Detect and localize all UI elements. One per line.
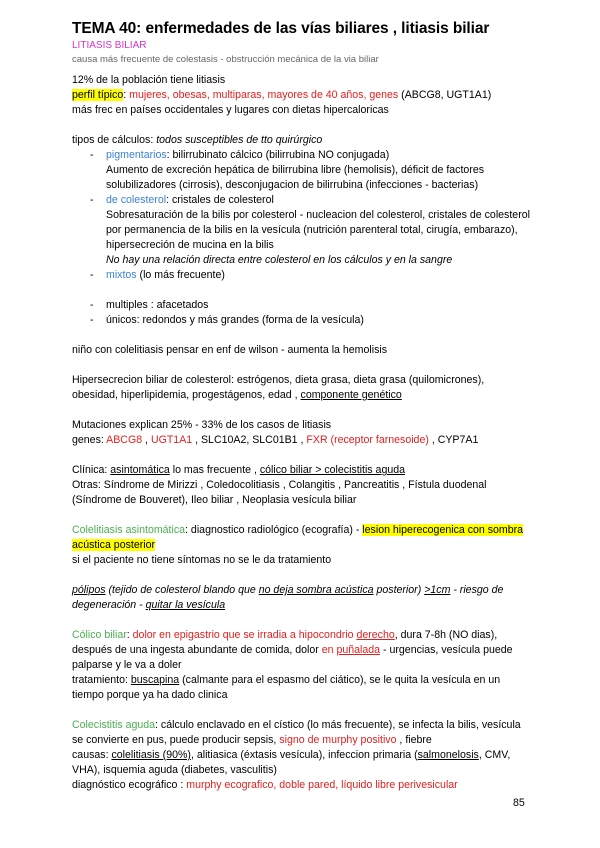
text: diagnóstico ecográfico : bbox=[72, 779, 187, 791]
text: , dura 7-8h (NO dias), después de una ingesta abundante de comida, dolor bbox=[72, 629, 498, 656]
treatment-line bbox=[72, 673, 532, 703]
stone-types-list bbox=[72, 148, 532, 283]
text: : bilirrubinato cálcico (bilirrubina NO conjugada) bbox=[166, 149, 390, 161]
list-item bbox=[72, 193, 532, 268]
clinical-line bbox=[72, 463, 532, 478]
list-item bbox=[72, 268, 532, 283]
others-line: Otras: Síndrome de Mirizzi , Coledocolitiasis , Colangitis , Pancreatitis , Fístula duodenal (Síndrome de Bouveret), Ileo biliar , Neoplasia vesícula biliar bbox=[72, 479, 487, 506]
text: : cálculo enclavado en el cístico (lo más frecuente), se infecta la bilis, vesícula se convierte en pus, puede producir sepsis, bbox=[72, 719, 521, 746]
text: asintomática bbox=[110, 464, 170, 476]
text: Hipersecrecion biliar de colesterol: estrógenos, dieta grasa, dieta grasa (quilomicrones), obesidad, hiperlipidemia, progestágenos, edad , bbox=[72, 374, 485, 401]
mutations-line: Mutaciones explican 25% - 33% de los casos de litiasis bbox=[72, 419, 332, 431]
ultrasound-diagnosis-line bbox=[72, 778, 532, 793]
text: en bbox=[321, 644, 337, 656]
text: de colesterol bbox=[106, 194, 167, 206]
text: no deja sombra acústica bbox=[258, 584, 374, 596]
text: (tejido de colesterol blando que bbox=[105, 584, 259, 596]
text: salmonelosis bbox=[417, 749, 479, 761]
text: tipos de cálculos: bbox=[72, 134, 157, 146]
text: Cólico biliar bbox=[72, 629, 127, 641]
text: componente genético bbox=[300, 389, 402, 401]
list-item: - únicos: redondos y más grandes (forma de la vesícula) bbox=[72, 313, 532, 328]
text: todos susceptibles de tto quirúrgico bbox=[156, 134, 323, 146]
list-item bbox=[72, 148, 532, 193]
text: pólipos bbox=[72, 584, 106, 596]
text: puñalada bbox=[336, 644, 381, 656]
prevalence-line: 12% de la población tiene litiasis bbox=[72, 74, 226, 86]
genes-line bbox=[72, 433, 532, 448]
text: , CYP7A1 bbox=[428, 434, 479, 446]
text: - riesgo de degeneración - bbox=[72, 584, 504, 611]
text: derecho bbox=[356, 629, 395, 641]
text: Sobresaturación de la bilis por colesterol - nucleacion del colesterol, cristales de colesterol por permanencia de la bilis en la vesícula (nutrición parenteral total, cirugía, embarazo), hipersecreción de mucina en la bilis bbox=[106, 209, 530, 251]
polyps-line bbox=[72, 583, 532, 613]
text: : cristales de colesterol bbox=[166, 194, 274, 206]
text: lesion hiperecogenica con sombra acústica posterior bbox=[72, 524, 524, 551]
text: mixtos bbox=[106, 269, 137, 281]
profile-label: perfil típico bbox=[72, 89, 124, 101]
text: - urgencias, vesícula puede palparse y le va a doler bbox=[72, 644, 513, 671]
text: , CMV, VHA), isquemia aguda (diabetes, vasculitis) bbox=[72, 749, 511, 776]
text: : diagnostico radiológico (ecografía) - bbox=[185, 524, 363, 536]
text: : bbox=[123, 89, 130, 101]
text: : bbox=[126, 629, 133, 641]
text: (lo más frecuente) bbox=[136, 269, 225, 281]
section-tagline: causa más frecuente de colestasis - obstrucción mecánica de la via biliar bbox=[72, 54, 379, 65]
wilson-line: niño con colelitiasis pensar en enf de wilson - aumenta la hemolisis bbox=[72, 344, 388, 356]
page-title: TEMA 40: enfermedades de las vías biliares , litiasis biliar bbox=[72, 20, 490, 37]
no-treatment-line: si el paciente no tiene síntomas no se le da tratamiento bbox=[72, 554, 332, 566]
hypersecretion-line bbox=[72, 373, 532, 403]
notes-body bbox=[72, 73, 532, 793]
text: , fiebre bbox=[396, 734, 432, 746]
text: , alitiasica (éxtasis vesícula), infeccion primaria ( bbox=[190, 749, 418, 761]
asymptomatic-line bbox=[72, 523, 532, 553]
frequency-line: más frec en países occidentales y lugares con dietas hipercaloricas bbox=[72, 104, 389, 116]
typical-profile-line bbox=[72, 88, 532, 103]
text: , bbox=[142, 434, 151, 446]
text: dolor en epigastrio que se irradia a hipocondrio bbox=[132, 629, 357, 641]
text: murphy ecografico, doble pared, líquido libre perivesicular bbox=[186, 779, 458, 791]
profile-genes: (ABCG8, UGT1A1) bbox=[398, 89, 492, 101]
section-subtitle: LITIASIS BILIAR bbox=[72, 40, 147, 51]
text: ABCG8 bbox=[106, 434, 143, 446]
list-item: - multiples : afacetados bbox=[72, 298, 532, 313]
text: genes: bbox=[72, 434, 107, 446]
cholecystitis-line bbox=[72, 718, 532, 748]
text: colelitiasis (90%) bbox=[111, 749, 191, 761]
text: Colecistitis aguda bbox=[72, 719, 156, 731]
text: causas: bbox=[72, 749, 112, 761]
text: tratamiento: bbox=[72, 674, 131, 686]
text: posterior) bbox=[373, 584, 425, 596]
text: UGT1A1 bbox=[150, 434, 193, 446]
stone-shape-list bbox=[72, 298, 532, 328]
biliary-colic-line bbox=[72, 628, 532, 673]
text: signo de murphy positivo bbox=[279, 734, 397, 746]
text: , SLC10A2, SLC01B1 , bbox=[192, 434, 307, 446]
text: >1cm bbox=[424, 584, 451, 596]
text: Colelitiasis asintomática bbox=[72, 524, 186, 536]
text: Aumento de excreción hepática de bilirrubina libre (hemolisis), déficit de factores solubilizadores (cirrosis), desconjugacion de bilirrubina (infecciones - bacterias) bbox=[106, 164, 485, 191]
stone-types-line bbox=[72, 133, 532, 148]
text: Clínica: bbox=[72, 464, 111, 476]
text: pigmentarios bbox=[106, 149, 167, 161]
profile-traits: mujeres, obesas, multiparas, mayores de 40 años, genes bbox=[129, 89, 399, 101]
text: cólico biliar > colecistitis aguda bbox=[259, 464, 406, 476]
text: (calmante para el espasmo del ciático), se le quita la vesícula en un tiempo porque ya ha dado clinica bbox=[72, 674, 501, 701]
page-number: 85 bbox=[513, 797, 525, 809]
text: lo mas frecuente , bbox=[169, 464, 260, 476]
text: No hay una relación directa entre colesterol en los cálculos y en la sangre bbox=[106, 254, 453, 266]
text: buscapina bbox=[130, 674, 180, 686]
text: quitar la vesícula bbox=[145, 599, 226, 611]
text: FXR (receptor farnesoide) bbox=[306, 434, 429, 446]
causes-line bbox=[72, 748, 532, 778]
